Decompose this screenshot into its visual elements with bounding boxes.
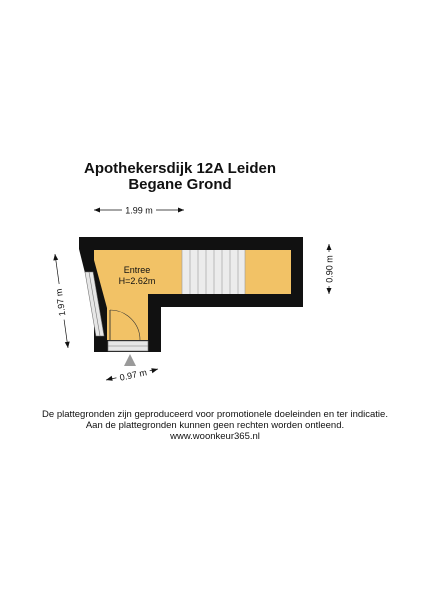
disclaimer <box>0 409 430 442</box>
stairs <box>182 250 245 294</box>
room-height: H=2.62m <box>118 276 156 286</box>
dimension-top <box>94 204 184 216</box>
dimension-top-label: 1.99 m <box>125 205 153 216</box>
address-title: Apothekersdijk 12A Leiden <box>84 160 276 177</box>
dimension-bottom <box>106 365 158 384</box>
dimension-left-label: 1.97 m <box>53 288 68 317</box>
floor-title: Begane Grond <box>128 176 232 193</box>
website-link[interactable]: www.woonkeur365.nl <box>170 431 260 442</box>
disclaimer-line-2: Aan de plattegronden kunnen geen rechten worden ontleend. <box>85 420 345 431</box>
entrance-arrow-icon <box>124 354 136 366</box>
dimension-right-label: 0.90 m <box>324 255 335 283</box>
dimension-bottom-label: 0.97 m <box>118 367 148 383</box>
disclaimer-line-1: De plattegronden zijn geproduceerd voor promotionele doeleinden en ter indicatie. <box>42 409 388 420</box>
dimension-right <box>323 244 335 294</box>
room-name: Entree <box>123 265 151 275</box>
dimension-left <box>52 254 70 348</box>
